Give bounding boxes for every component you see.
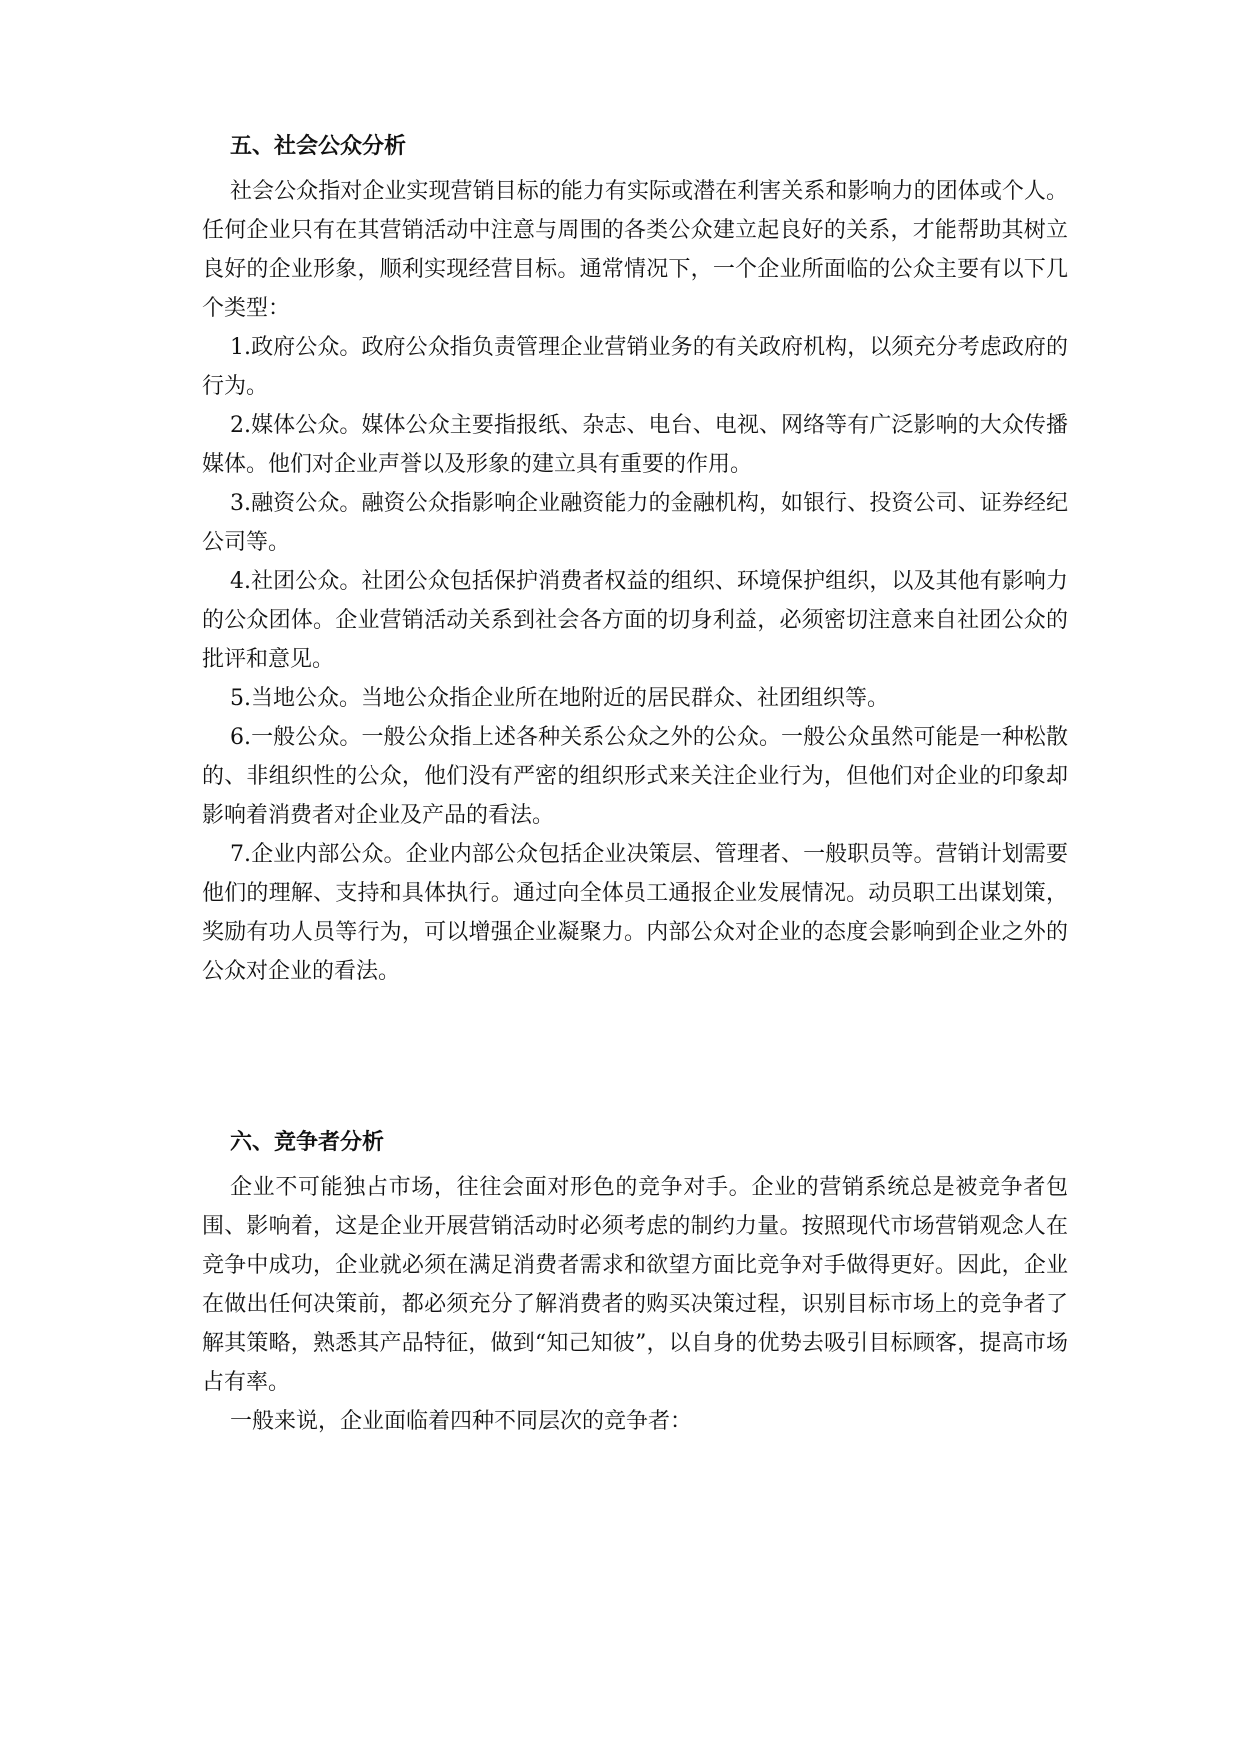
public-type-3-paragraph: 3.融资公众。融资公众指影响企业融资能力的金融机构，如银行、投资公司、证券经纪公司等。	[202, 491, 1068, 555]
public-type-7-paragraph: 7.企业内部公众。企业内部公众包括企业决策层、管理者、一般职员等。营销计划需要他们的理解、支持和具体执行。通过向全体员工通报企业发展情况。动员职工出谋划策，奖励有功人员等行为，可以增强企业凝聚力。内部公众对企业的态度会影响到企业之外的公众对企业的看法。	[202, 842, 1068, 984]
competitor-levels-paragraph: 一般来说，企业面临着四种不同层次的竞争者：	[230, 1409, 693, 1434]
section-5-body	[202, 172, 1068, 991]
public-type-2-paragraph: 2.媒体公众。媒体公众主要指报纸、杂志、电台、电视、网络等有广泛影响的大众传播媒体。他们对企业声誉以及形象的建立具有重要的作用。	[202, 413, 1068, 477]
public-type-6-paragraph: 6.一般公众。一般公众指上述各种关系公众之外的公众。一般公众虽然可能是一种松散的、非组织性的公众，他们没有严密的组织形式来关注企业行为，但他们对企业的印象却影响着消费者对企业及产品的看法。	[202, 725, 1068, 828]
section-6-body	[202, 1168, 1068, 1441]
section-5-heading: 五、社会公众分析	[230, 134, 407, 159]
public-type-5-paragraph: 5.当地公众。当地公众指企业所在地附近的居民群众、社团组织等。	[230, 686, 889, 711]
public-type-1-paragraph: 1.政府公众。政府公众指负责管理企业营销业务的有关政府机构，以须充分考虑政府的行为。	[202, 335, 1068, 399]
public-type-4-paragraph: 4.社团公众。社团公众包括保护消费者权益的组织、环境保护组织，以及其他有影响力的公众团体。企业营销活动关系到社会各方面的切身利益，必须密切注意来自社团公众的批评和意见。	[202, 569, 1068, 672]
section-6-intro-paragraph: 企业不可能独占市场，往往会面对形色的竞争对手。企业的营销系统总是被竞争者包围、影响着，这是企业开展营销活动时必须考虑的制约力量。按照现代市场营销观念人在竞争中成功，企业就必须在满足消费者需求和欲望方面比竞争对手做得更好。因此，企业在做出任何决策前，都必须充分了解消费者的购买决策过程，识别目标市场上的竞争者了解其策略，熟悉其产品特征，做到“知己知彼”，以自身的优势去吸引目标顾客，提高市场占有率。	[202, 1175, 1068, 1395]
section-6-heading: 六、竞争者分析	[230, 1130, 385, 1155]
section-5-intro-paragraph: 社会公众指对企业实现营销目标的能力有实际或潜在利害关系和影响力的团体或个人。任何企业只有在其营销活动中注意与周围的各类公众建立起良好的关系，才能帮助其树立良好的企业形象，顺利实现经营目标。通常情况下，一个企业所面临的公众主要有以下几个类型：	[202, 179, 1068, 321]
